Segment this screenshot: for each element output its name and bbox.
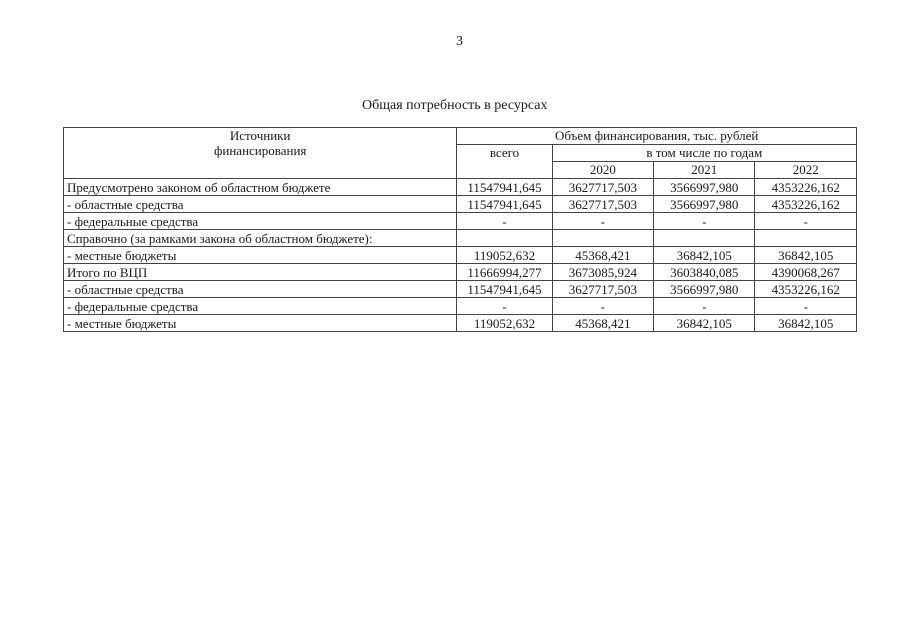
- cell-2021: 3566997,980: [654, 196, 755, 213]
- header-sources: [64, 128, 457, 179]
- header-sources-line2: финансирования: [213, 143, 307, 158]
- cell-2022: 36842,105: [755, 315, 857, 332]
- table-row: [64, 281, 857, 298]
- row-label: Итого по ВЦП: [64, 264, 457, 281]
- row-label: - областные средства: [64, 196, 457, 213]
- table-row: [64, 247, 857, 264]
- row-label: - местные бюджеты: [64, 315, 457, 332]
- cell-total: 119052,632: [457, 315, 552, 332]
- cell-total: 11547941,645: [457, 281, 552, 298]
- cell-2020: 45368,421: [552, 247, 653, 264]
- cell-2020: -: [552, 213, 653, 230]
- cell-2022: 4353226,162: [755, 281, 857, 298]
- table-body: [64, 179, 857, 332]
- cell-2021: 3566997,980: [654, 179, 755, 196]
- header-year-2022: 2022: [755, 162, 857, 179]
- cell-total: -: [457, 298, 552, 315]
- row-label: - федеральные средства: [64, 213, 457, 230]
- table-row: [64, 213, 857, 230]
- table-row: [64, 196, 857, 213]
- cell-2020: 3627717,503: [552, 281, 653, 298]
- cell-2022: 4390068,267: [755, 264, 857, 281]
- header-year-2020: 2020: [552, 162, 653, 179]
- table-row: [64, 264, 857, 281]
- cell-total: 11666994,277: [457, 264, 552, 281]
- document-title: Общая потребность в ресурсах: [362, 98, 548, 113]
- cell-total: 11547941,645: [457, 196, 552, 213]
- cell-2022: 4353226,162: [755, 196, 857, 213]
- header-total: всего: [457, 145, 552, 179]
- row-label: Справочно (за рамками закона об областном бюджете):: [64, 230, 457, 247]
- cell-2022: 4353226,162: [755, 179, 857, 196]
- row-label: Предусмотрено законом об областном бюджете: [64, 179, 457, 196]
- cell-2021: -: [654, 213, 755, 230]
- header-volume: Объем финансирования, тыс. рублей: [457, 128, 857, 145]
- cell-2020: 3627717,503: [552, 179, 653, 196]
- cell-2020: [552, 230, 653, 247]
- row-label: - федеральные средства: [64, 298, 457, 315]
- cell-2022: -: [755, 298, 857, 315]
- table-row: [64, 298, 857, 315]
- header-year-2021: 2021: [654, 162, 755, 179]
- cell-total: 119052,632: [457, 247, 552, 264]
- cell-2021: 3566997,980: [654, 281, 755, 298]
- resources-table: [63, 127, 857, 332]
- cell-2021: [654, 230, 755, 247]
- cell-2020: 45368,421: [552, 315, 653, 332]
- cell-total: 11547941,645: [457, 179, 552, 196]
- table-row: [64, 315, 857, 332]
- row-label: - областные средства: [64, 281, 457, 298]
- cell-2021: 3603840,085: [654, 264, 755, 281]
- cell-2020: -: [552, 298, 653, 315]
- cell-2020: 3673085,924: [552, 264, 653, 281]
- cell-2021: 36842,105: [654, 247, 755, 264]
- header-by-years: в том числе по годам: [552, 145, 856, 162]
- cell-2021: 36842,105: [654, 315, 755, 332]
- row-label: - местные бюджеты: [64, 247, 457, 264]
- cell-2022: [755, 230, 857, 247]
- cell-2020: 3627717,503: [552, 196, 653, 213]
- table-row: [64, 179, 857, 196]
- cell-total: [457, 230, 552, 247]
- page-number: 3: [456, 34, 463, 49]
- cell-2021: -: [654, 298, 755, 315]
- cell-2022: 36842,105: [755, 247, 857, 264]
- header-sources-line1: Источники: [229, 128, 291, 143]
- cell-total: -: [457, 213, 552, 230]
- cell-2022: -: [755, 213, 857, 230]
- table-row: [64, 230, 857, 247]
